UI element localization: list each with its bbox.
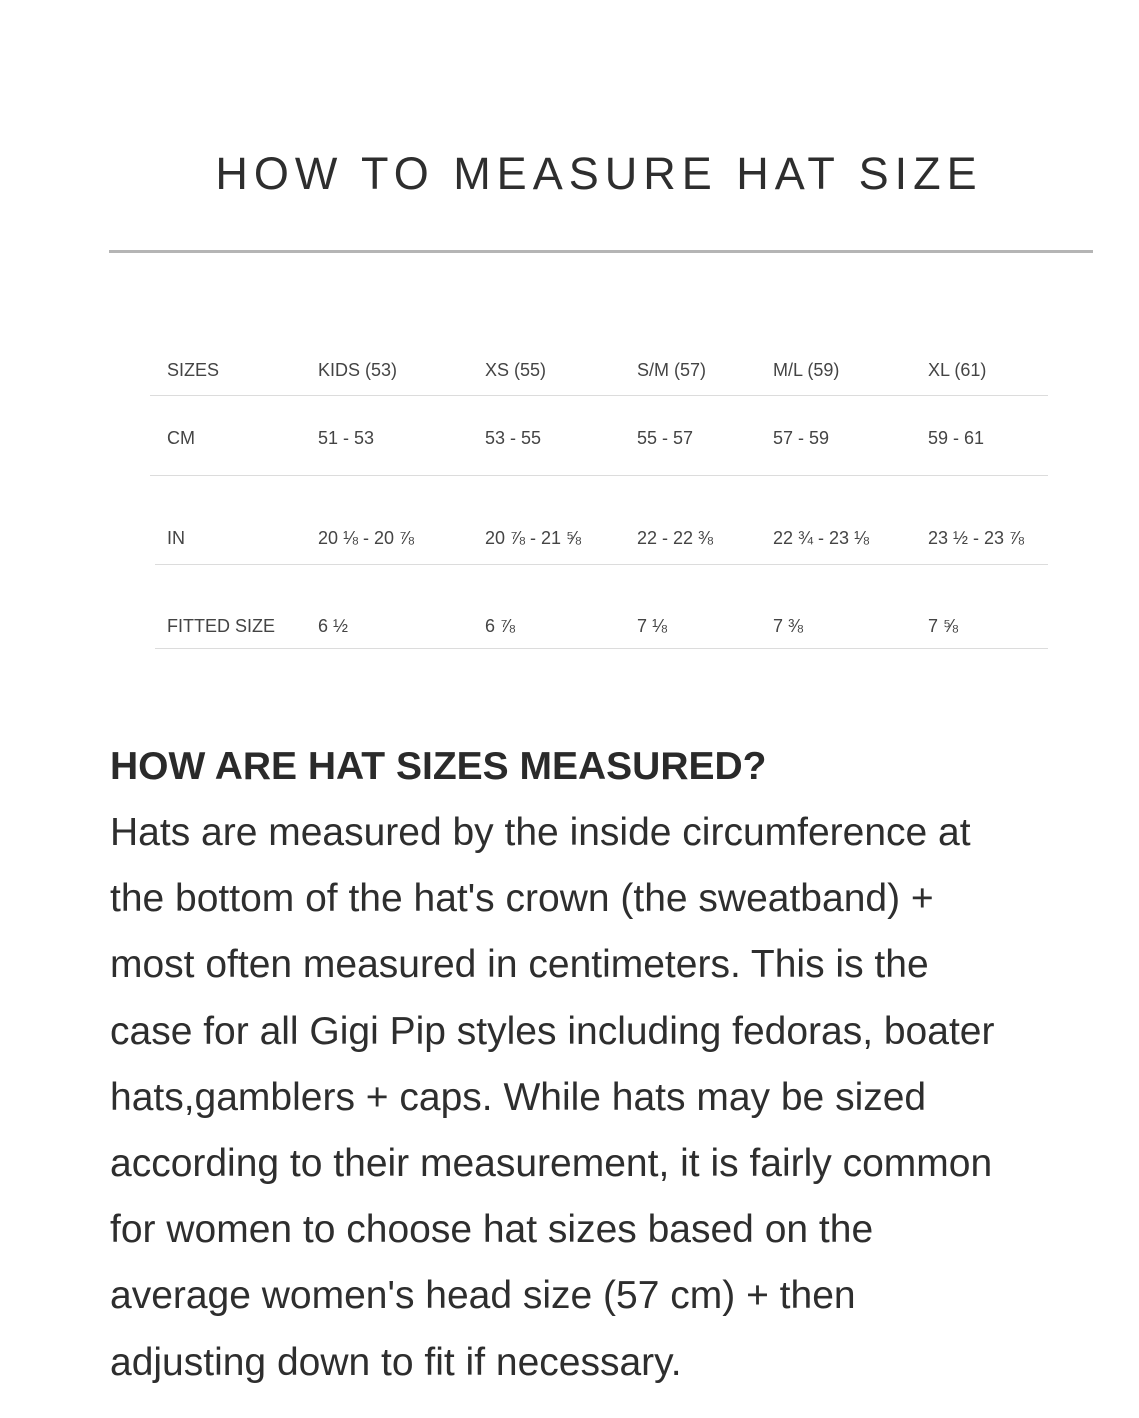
table-cell: M/L (59) bbox=[773, 360, 840, 380]
table-cell: 53 - 55 bbox=[485, 428, 542, 448]
table-cell: 6 ⅞ bbox=[485, 616, 516, 636]
table-row-sizes bbox=[150, 340, 1048, 396]
table-cell: 55 - 57 bbox=[637, 428, 694, 448]
table-cell: 20 ⅞ - 21 ⅝ bbox=[485, 528, 582, 548]
row-label: IN bbox=[167, 528, 185, 548]
table-cell: 51 - 53 bbox=[318, 428, 375, 448]
table-row-cm bbox=[150, 396, 1048, 476]
row-label: FITTED SIZE bbox=[167, 616, 275, 636]
table-cell: XS (55) bbox=[485, 360, 547, 380]
table-row-in bbox=[155, 476, 1048, 565]
table-cell: XL (61) bbox=[928, 360, 987, 380]
body-line: the bottom of the hat's crown (the sweatband) + bbox=[110, 877, 934, 921]
body-line: most often measured in centimeters. This is the bbox=[110, 943, 929, 987]
body-line: hats,gamblers + caps. While hats may be sized bbox=[110, 1075, 927, 1119]
body-line: average women's head size (57 cm) + then bbox=[110, 1274, 856, 1318]
body-line: according to their measurement, it is fairly common bbox=[110, 1142, 993, 1186]
body-line: for women to choose hat sizes based on the bbox=[110, 1208, 874, 1252]
table-row-fitted-size bbox=[155, 565, 1048, 649]
row-label: CM bbox=[167, 428, 195, 448]
table-cell: 6 ½ bbox=[318, 616, 349, 636]
table-cell: KIDS (53) bbox=[318, 360, 398, 380]
table-cell: 59 - 61 bbox=[928, 428, 985, 448]
body-line: Hats are measured by the inside circumference at bbox=[110, 811, 971, 854]
table-cell: 22 ¾ - 23 ⅛ bbox=[773, 528, 870, 548]
section-heading: HOW ARE HAT SIZES MEASURED? bbox=[110, 745, 767, 788]
size-chart-table bbox=[150, 340, 1048, 649]
table-cell: 20 ⅛ - 20 ⅞ bbox=[318, 528, 415, 548]
row-label: SIZES bbox=[167, 360, 220, 380]
body-line: adjusting down to fit if necessary. bbox=[110, 1340, 682, 1384]
body-line: case for all Gigi Pip styles including fedoras, boater bbox=[110, 1009, 995, 1053]
section-body bbox=[110, 800, 1100, 1396]
table-cell: 23 ½ - 23 ⅞ bbox=[928, 528, 1025, 548]
table-cell: 7 ⅜ bbox=[773, 616, 804, 636]
page-title: HOW TO MEASURE HAT SIZE bbox=[215, 148, 983, 199]
table-cell: 7 ⅝ bbox=[928, 616, 959, 636]
table-cell: 22 - 22 ⅜ bbox=[637, 528, 714, 548]
table-cell: S/M (57) bbox=[637, 360, 707, 380]
title-divider bbox=[109, 250, 1093, 253]
table-cell: 57 - 59 bbox=[773, 428, 830, 448]
table-cell: 7 ⅛ bbox=[637, 616, 668, 636]
